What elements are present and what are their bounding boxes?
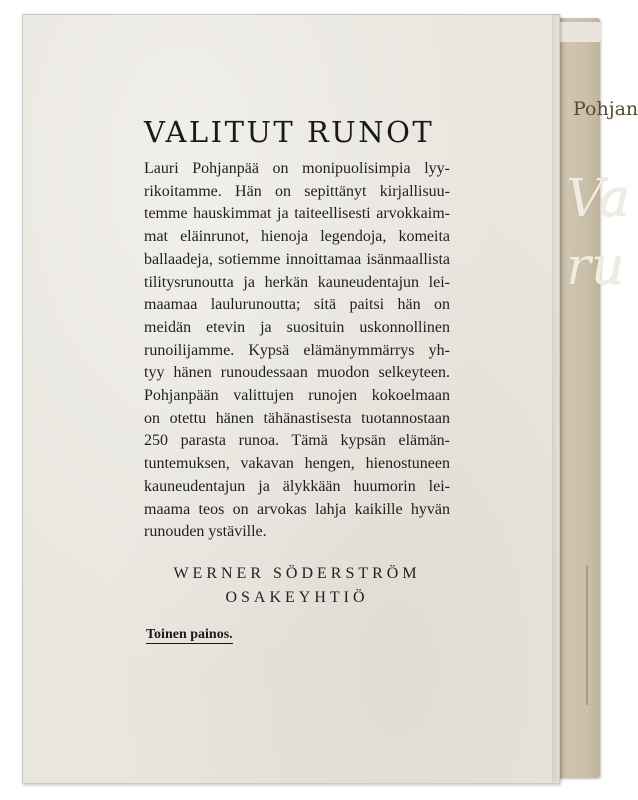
blurb-line: rikoitamme. Hän on sepittänyt kirjallisuu- xyxy=(144,182,450,200)
blurb-line: tyy hänen runoudessaan muodon selkeyteen. xyxy=(144,364,450,382)
book-title: VALITUT RUNOT xyxy=(144,115,435,149)
blurb-line: runouden ystäville. xyxy=(144,523,267,541)
blurb-line: maama teos on arvokas lahja kaikille hyvän xyxy=(144,500,450,518)
blurb-line: Pohjanpään valittujen runojen kokoelmaan xyxy=(144,387,450,405)
spine-wear-marks xyxy=(586,565,600,705)
blurb-line: on otettu hänen tähänastisesta tuotannostaan xyxy=(144,409,450,427)
blurb-line: maamaa laulurunoutta; sitä paitsi hän on xyxy=(144,296,450,314)
blurb-line: kauneudentajun ja älykkään huumorin lei- xyxy=(144,477,450,495)
blurb-line: mat eläinrunot, hienoja legendoja, komeita xyxy=(144,228,450,246)
blurb-line: ballaadeja, sotiemme innoittamaa isänmaallista xyxy=(144,250,450,268)
spine-author-text: Pohjan xyxy=(573,98,638,120)
blurb-line: meidän etevin ja suosituin uskonnollinen xyxy=(144,318,450,336)
blurb-line: tuntemuksen, vakavan hengen, hienostuneen xyxy=(144,455,450,473)
edition-note: Toinen painos. xyxy=(146,627,233,642)
blurb-line: temme hauskimmat ja taiteellisesti arvokkaim- xyxy=(144,205,450,223)
blurb-line: Lauri Pohjanpää on monipuolisimpia lyy- xyxy=(144,160,450,177)
publisher-name: WERNER SÖDERSTRÖM xyxy=(173,564,421,582)
spine-top-edge xyxy=(560,22,602,42)
cover-fold-shadow xyxy=(552,14,560,782)
blurb-line: tilitysrunoutta ja herkän kauneudentajun lei- xyxy=(144,273,450,291)
back-cover-text-block xyxy=(144,112,450,610)
blurb-line: runoilijamme. Kypsä elämänymmärrys yh- xyxy=(144,341,450,359)
publisher-block xyxy=(144,562,450,610)
spine-title-fragment-1: Va xyxy=(566,169,630,229)
spine-title-text xyxy=(566,165,630,301)
publisher-company-type: OSAKEYHTIÖ xyxy=(225,588,369,606)
blurb-paragraph xyxy=(144,158,450,544)
spine-title-fragment-2: ru xyxy=(566,237,625,297)
blurb-line: 250 parasta runoa. Tämä kypsän elämän- xyxy=(144,432,450,450)
